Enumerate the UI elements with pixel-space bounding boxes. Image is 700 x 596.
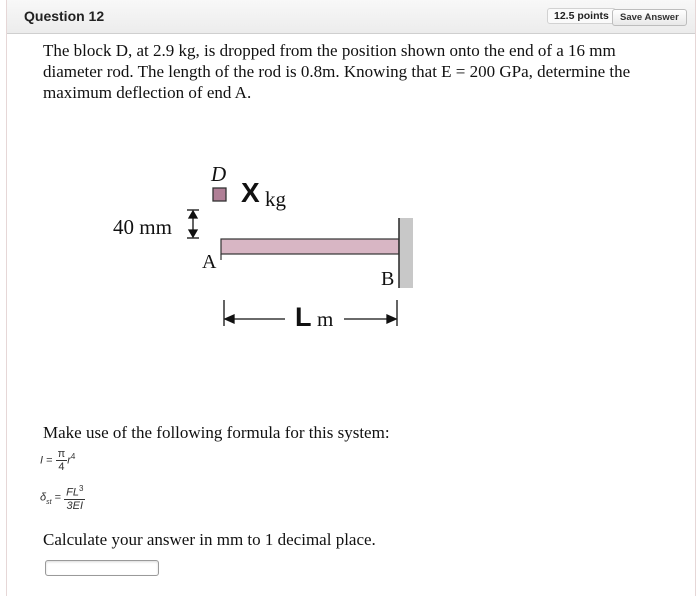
formula-moment-of-inertia [40, 448, 75, 473]
label-m: m [317, 307, 334, 331]
formula1-num: π [57, 448, 66, 460]
save-answer-button[interactable]: Save Answer [612, 9, 687, 26]
formula1-tail: r [67, 454, 71, 467]
label-a: A [202, 251, 217, 273]
answer-input[interactable] [45, 560, 159, 576]
height-dimension [187, 210, 199, 238]
question-header [7, 0, 695, 34]
deflection-diagram [7, 150, 695, 340]
points-badge: 12.5 points [547, 8, 616, 24]
formula1-den: 4 [58, 461, 65, 473]
formula2-num-exp: 3 [78, 484, 84, 493]
formula1-lhs: I [40, 454, 44, 467]
label-b: B [381, 268, 395, 290]
formula-intro: Make use of the following formula for this system: [43, 423, 390, 442]
block-d [213, 188, 226, 201]
formula-static-deflection [40, 484, 85, 512]
label-x: X [241, 177, 260, 208]
label-l: L [295, 302, 312, 332]
formula2-num-wrap [64, 484, 85, 500]
formula2-lhs: δ [40, 491, 47, 504]
formula2-den: 3EI [66, 499, 84, 512]
formula2-fraction [64, 484, 85, 512]
rod [221, 239, 399, 254]
label-height: 40 mm [113, 215, 172, 239]
formula2-num: FL [66, 486, 79, 499]
label-d: D [211, 162, 227, 186]
label-kg: kg [265, 187, 286, 211]
formula2-eq: = [54, 491, 62, 504]
calc-instruction: Calculate your answer in mm to 1 decimal place. [43, 530, 376, 549]
wall [399, 218, 413, 288]
formula1-exp: 4 [70, 451, 76, 461]
question-panel [6, 0, 696, 596]
formula1-eq: = [46, 454, 53, 467]
question-title: Question 12 [24, 8, 105, 24]
formula2-sub: st [46, 498, 52, 506]
question-prompt: The block D, at 2.9 kg, is dropped from the position shown onto the end of a 16 mm diameter rod. The length of the rod is 0.8m. Knowing that E = 200 GPa, determine the maximum deflection of end A. [43, 41, 631, 102]
formula1-fraction [56, 448, 68, 473]
